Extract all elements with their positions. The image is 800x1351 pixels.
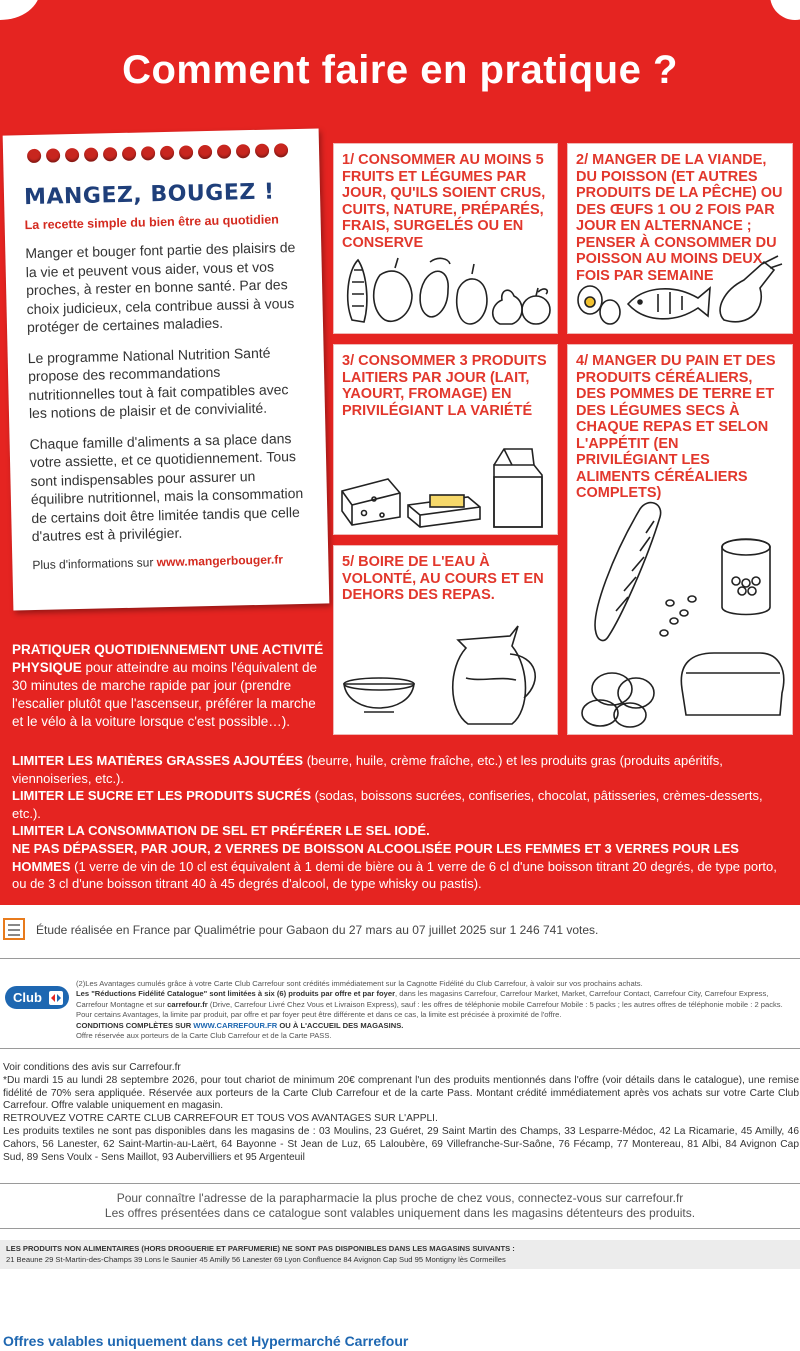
- notepad-subheading: La recette simple du bien être au quotidien: [24, 212, 280, 233]
- divider: [0, 1228, 800, 1229]
- page-title: Comment faire en pratique ?: [122, 48, 678, 92]
- parapharmacie-notice: Pour connaître l'adresse de la parapharmacie la plus proche de chez vous, connectez-vous sur carrefour.fr Les offres présentées dans ce catalogue sont valables uniquement dans les magasins détenteurs des produits.: [104, 1191, 696, 1220]
- fruits-vegetables-icon: [340, 250, 552, 330]
- study-line: [0, 915, 800, 945]
- tip-title: 3/ CONSOMMER 3 PRODUITS LAITIERS PAR JOUR (LAIT, YAOURT, FROMAGE) EN PRIVILÉGIANT LA VARIÉTÉ: [342, 353, 547, 419]
- tip-title: 4/ MANGER DU PAIN ET DES PRODUITS CÉRÉALIERS, DES POMMES DE TERRE ET DES LÉGUMES SECS À CHAQUE REPAS ET SELON L'APPÉTIT (EN PRIVILÉGIANT LES ALIMENTS CÉRÉALIERS COMPLETS): [576, 353, 776, 501]
- physical-activity-text: PRATIQUER QUOTIDIENNEMENT UNE ACTIVITÉ PHYSIQUE pour atteindre au moins l'équivalent de 30 minutes de marche rapide par jour (prendre l'escalier plutôt que l'ascenseur, préférer la marche et le vélo à la voiture lorsque c'est possible…).: [12, 642, 324, 729]
- bread-cereals-icon: [574, 493, 788, 729]
- tip-title: 2/ MANGER DE LA VIANDE, DU POISSON (ET AUTRES PRODUITS DE LA PÊCHE) OU DES ŒUFS 1 OU 2 FOIS PAR JOUR EN ALTERNANCE ; PENSER À CONSOMMER DU POISSON AU MOINS DEUX FOIS PAR SEMAINE: [576, 152, 783, 284]
- limit-item: NE PAS DÉPASSER, PAR JOUR, 2 VERRES DE BOISSON ALCOOLISÉE POUR LES FEMMES ET 3 VERRES POUR LES HOMMES (1 verre de vin de 10 cl est équivalent à 1 demi de bière ou à 1 verre de 6 cl d'une boisson titrant 20 degrés, de type porto, ou de 3 cl d'une boisson titrant 40 à 45 degrés d'alcool, de type whisky ou pastis).: [12, 840, 777, 892]
- footer-offer-note: Offres valables uniquement dans cet Hypermarché Carrefour: [3, 1333, 409, 1349]
- egg-fish-ham-icon: [574, 250, 786, 332]
- divider: [0, 958, 800, 959]
- notepad-paragraph: Manger et bouger font partie des plaisirs de la vie et peuvent vous aider, vous et vos proches, à rester en bonne santé. Par des choix judicieux, cela contribue aussi à vous protéger de certaines maladies.: [25, 239, 296, 336]
- limit-item: LIMITER LA CONSOMMATION DE SEL ET PRÉFÉRER LE SEL IODÉ.: [12, 823, 430, 839]
- corner-decoration: [0, 0, 40, 20]
- limits-list: [12, 752, 790, 893]
- notepad-paragraph: Le programme National Nutrition Santé propose des recommandations nutritionnelles tout à fait compatibles avec les notions de plaisir et de convivialité.: [27, 344, 289, 422]
- notepad-paragraph: Chaque famille d'aliments a sa place dans votre assiette, et ce quotidiennement. Tous sont indispensables pour assurer un équilibre nutritionnel, mais la consommation de certains doit être limitée tandis que celle d'autres est à privilégier.: [29, 429, 304, 545]
- notepad-card: [3, 128, 330, 610]
- carrefour-link[interactable]: WWW.CARREFOUR.FR: [193, 1020, 278, 1030]
- club-carrefour-logo: Club: [5, 986, 69, 1009]
- limit-item: LIMITER LES MATIÈRES GRASSES AJOUTÉES (beurre, huile, crème fraîche, etc.) et les produits gras (produits apéritifs, viennoiseries, etc.).: [12, 753, 723, 786]
- conditions-text: Voir conditions des avis sur Carrefour.fr *Du mardi 15 au lundi 28 septembre 2026, pour tout chariot de minimum 20€ comprenant l'un des produits mentionnés dans l'offre (voir détails dans le catalogue), une remise fidélité de 70% sera appliquée. Réservée aux porteurs de la Carte Club Carrefour et de la carte Pass. Montant crédité immédiatement après vos achats sur votre Carte Club Carrefour. Offre valable uniquement en magasin. RETROUVEZ VOTRE CARTE CLUB CARREFOUR ET TOUS VOS AVANTAGES SUR L'APPLI. Les produits textiles ne sont pas disponibles dans les magasins de : 03 Moulins, 23 Guéret, 29 Saint Martin des Champs, 33 Lesparre-Médoc, 42 La Ricamarie, 45 Amilly, 46 Cahors, 56 Lanester, 62 Saint-Martin-au-Laërt, 64 Bayonne - St Jean de Luz, 65 Laloubère, 69 Villefranche-Sur-Saône, 76 Fécamp, 77 Montereau, 81 Albi, 84 Avignon Cap Sud, 89 Sens Voulx - Sens Maillot, 93 Aubervilliers et 95 Argenteuil: [3, 1062, 799, 1163]
- more-info: Plus d'informations sur www.mangerbouger.fr: [32, 551, 284, 572]
- club-legal-text: (2)Les Avantages cumulés grâce à votre Carte Club Carrefour sont crédités immédiatement sur la Cagnotte Fidélité du Club Carrefour, à valoir sur vos prochains achats. Les "Réductions Fidélité Catalogue" sont limitées à six (6) produits par offre et par foyer, dans les magasins Carrefour, Carrefour Market, Market, Carrefour Contact, Carrefour City, Carrefour Express, Carrefour Montagne et sur carrefour.fr (Drive, Carrefour Livré Chez Vous et Livraison Express), sauf : les offres de téléphonie mobile Carrefour Mobile : 5 packs ; les autres offres de téléphonie mobile : 2 packs. Pour certains Avantages, la limite par produit, par offre et par foyer peut être différente et dans ce cas, la limite est précisée à proximité de l'offre. CONDITIONS COMPLÈTES SUR WWW.CARREFOUR.FR OU À L'ACCUEIL DES MAGASINS. Offre réservée aux porteurs de la Carte Club Carrefour et de la Carte PASS.: [76, 979, 783, 1041]
- water-jug-icon: [340, 620, 554, 732]
- non-alimentary-notice: LES PRODUITS NON ALIMENTAIRES (HORS DROGUERIE ET PARFUMERIE) NE SONT PAS DISPONIBLES DANS LES MAGASINS SUIVANTS : 21 Beaune 29 St-Martin-des-Champs 39 Lons le Saunier 45 Amilly 56 Lanester 69 Lyon Confluence 84 Avignon Cap Sud 95 Montigny lès Cormeilles: [0, 1240, 800, 1269]
- limit-item: LIMITER LE SUCRE ET LES PRODUITS SUCRÉS (sodas, boissons sucrées, confiseries, chocolat, pâtisseries, crèmes-desserts, etc.).: [12, 788, 763, 821]
- tip-box-bread-cereals: [567, 344, 793, 735]
- tip-title: 1/ CONSOMMER AU MOINS 5 FRUITS ET LÉGUMES PAR JOUR, QU'ILS SOIENT CRUS, CUITS, NATURE, PRÉPARÉS, FRAIS, SURGELÉS OU EN CONSERVE: [342, 152, 546, 251]
- notepad-heading: MANGEZ, BOUGEZ !: [23, 179, 275, 211]
- spiral-rings: [27, 139, 303, 167]
- mangerbouger-link[interactable]: www.mangerbouger.fr: [156, 551, 284, 569]
- tip-box-fruits-vegetables: [333, 143, 558, 334]
- tip-title: 5/ BOIRE DE L'EAU À VOLONTÉ, AU COURS ET EN DEHORS DES REPAS.: [342, 554, 544, 603]
- dairy-icon: [338, 435, 554, 531]
- document-icon: [3, 918, 25, 940]
- tip-box-dairy: [333, 344, 558, 535]
- divider: [0, 1048, 800, 1049]
- divider: [0, 1183, 800, 1184]
- carrefour-logo-icon: [49, 991, 63, 1005]
- study-text: Étude réalisée en France par Qualimétrie pour Gabaon du 27 mars au 07 juillet 2025 sur 1 246 741 votes.: [36, 923, 599, 937]
- tip-box-meat-fish-eggs: [567, 143, 793, 334]
- tip-box-water: [333, 545, 558, 735]
- corner-decoration: [770, 0, 800, 20]
